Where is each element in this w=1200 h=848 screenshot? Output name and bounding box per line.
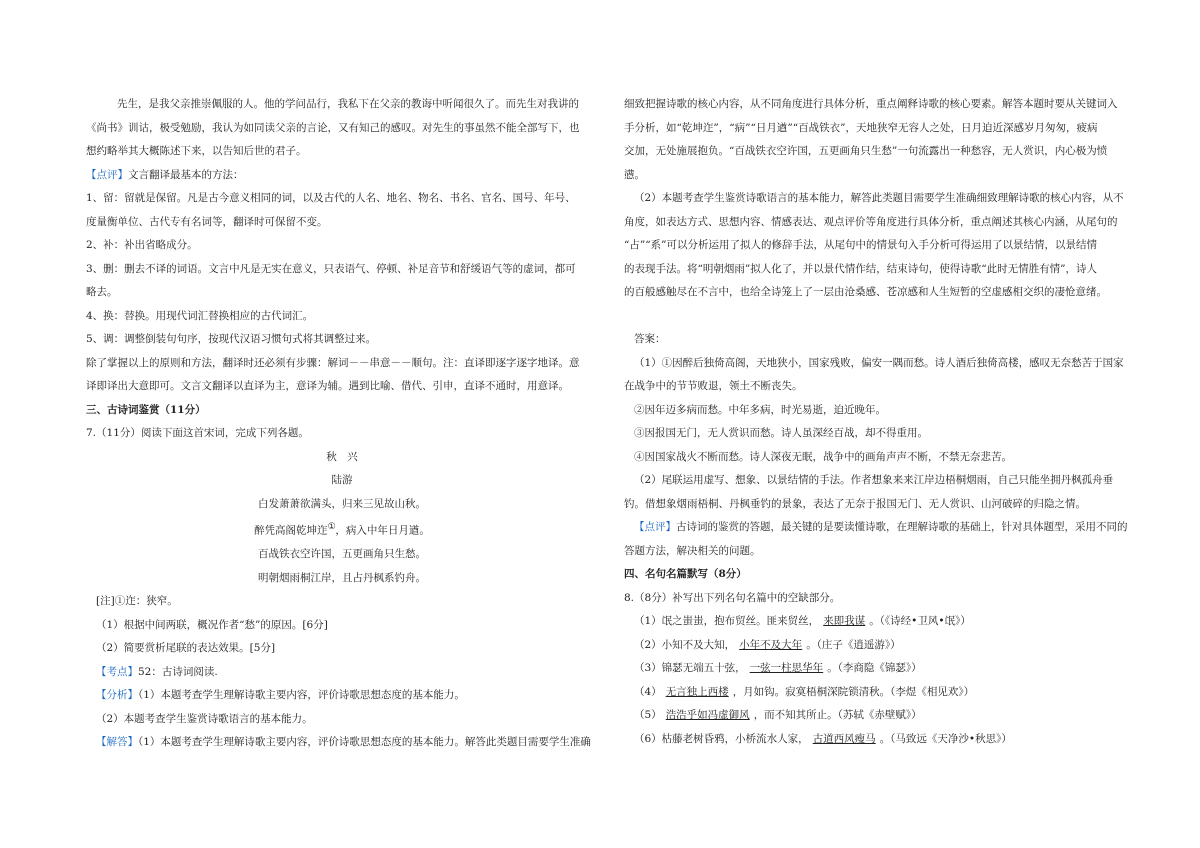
poem-line: 百战铁衣空许国，五更画角只生愁。	[258, 548, 426, 560]
left-column	[86, 93, 598, 755]
text-line: “占”“系”可以分析运用了拟人的修辞手法，从尾句中的情景句入手分析可得运用了以景结情，以景结情	[624, 239, 1097, 251]
section-heading: 四、名句名篇默写（8分）	[624, 568, 747, 580]
fill-post: ，而不知其所止。（苏轼《赤壁赋》）	[753, 709, 922, 721]
fill-line	[624, 728, 1136, 752]
dianping-line	[624, 516, 1136, 540]
footnote: [注]①迮：狭窄。	[96, 595, 178, 607]
text-line: 想约略举其大概陈述下来，以告知后世的君子。	[86, 145, 307, 157]
answer-line: （1）①因醉后独倚高阁，天地狭小，国家残败，偏安一隅而愁。诗人酒后独倚高楼，感叹无奈愁苦于国家	[634, 356, 1124, 369]
text-line: 《尚书》训诂，极受勉励，我认为如同读父亲的言论，又有知己的感叹。对先生的事虽然不能全部写下，也	[86, 121, 580, 134]
text-line: 角度，如表达方式、思想内容、情感表达、观点评价等角度进行具体分析，重点阐述其核心内涵，从尾句的	[624, 215, 1118, 228]
text-line: 的百般感触尽在不言中，也给全诗笼上了一层由沧桑感、苍凉感和人生短暂的空虚感相交织的凄怆意绪。	[624, 286, 1107, 298]
kaodian-text: 52：古诗词阅读.	[138, 665, 218, 678]
answer-line: ③因报国无门，无人赏识而愁。诗人虽深经百战，却不得重用。	[634, 427, 928, 439]
dianping-text: 文言翻译最基本的方法：	[128, 168, 244, 181]
fill-answer: 古道西风瘦马	[812, 732, 876, 745]
footnote-mark: ①	[327, 522, 336, 532]
answer-line: ④因国家战火不断而愁。诗人深夜无眠，战争中的画角声声不断，不禁无奈悲苦。	[634, 450, 1012, 463]
poem-line	[86, 516, 598, 543]
poem-line: 明朝烟雨桐江岸，且占丹枫系钓舟。	[258, 571, 426, 584]
jieda-tag: 【解答】	[96, 736, 138, 748]
poem-line: 白发萧萧欲满头，归来三见故山秋。	[258, 497, 426, 510]
text-line: 度量衡单位、古代专有名词等，翻译时可保留不变。	[86, 215, 328, 228]
right-column	[624, 93, 1136, 751]
fill-pre: （2）小知不及大知，	[634, 638, 736, 651]
poem-line-part: 醉凭高阁乾坤迮	[254, 524, 328, 537]
answer-label: 答案：	[634, 333, 666, 345]
dianping-line	[86, 164, 598, 188]
fill-answer: 浩浩乎如冯虚御风	[665, 709, 750, 721]
fill-answer: 小年不及大年	[739, 638, 803, 651]
text-line: 3、删：删去不译的词语。文言中凡是无实在意义，只表语气、停顿、补足音节和舒缓语气等的虚词，都可	[86, 262, 576, 275]
section-heading: 三、古诗词鉴赏（11分）	[86, 403, 206, 416]
fenxi-tag: 【分析】	[96, 689, 138, 701]
text-line: 懑。	[624, 168, 645, 181]
kaodian-tag: 【考点】	[96, 665, 138, 678]
text-line: 细致把握诗歌的核心内容，从不同角度进行具体分析，重点阐释诗歌的核心要素。解答本题时要从关键词入	[624, 98, 1118, 110]
fill-line	[624, 634, 1136, 658]
jieda-text: （1）本题考查学生理解诗歌主要内容，评价诗歌思想态度的基本能力。解答此类题目需要学生准确	[138, 736, 591, 748]
fill-line	[624, 657, 1136, 681]
text-line: 4、换：替换。用现代词汇替换相应的古代词汇。	[86, 309, 314, 322]
poem-line-part: ，病入中年日月遒。	[335, 524, 430, 537]
fill-post: ，月如钩。寂寞梧桐深院锁清秋。（李煜《相见欢》）	[732, 685, 975, 698]
dianping-tag: 【点评】	[86, 168, 128, 181]
answer-line: 在战争中的节节败退，领土不断丧失。	[624, 380, 803, 392]
fenxi-text: （1）本题考查学生理解诗歌主要内容，评价诗歌思想态度的基本能力。	[138, 689, 465, 701]
answer-line: （2）尾联运用虚写、想象、以景结情的手法。作者想象来来江岸边梧桐烟雨，自己只能坐拥丹枫孤舟垂	[634, 474, 1114, 486]
fenxi-line	[86, 684, 598, 708]
fill-post: 。（庄子《逍遥游》）	[806, 638, 901, 651]
text-line: 手分析，如“乾坤迮”，“病”“日月遒”“百战铁衣”，天地狭窄无容人之处，日月迫近深感岁月匆匆，疲病	[624, 121, 1098, 134]
fill-pre: （5）	[634, 709, 662, 721]
jieda-line	[86, 731, 598, 755]
text-line: 的表现手法。将“明朝烟雨”拟人化了，并以景代情作结，结束诗句，使得诗歌“此时无情胜有情”，诗人	[624, 262, 1097, 275]
fill-post: 。（李商隐《锦瑟》）	[827, 662, 922, 674]
fill-pre: （4）	[634, 685, 662, 698]
fill-line	[624, 681, 1136, 705]
poem-title: 秋 兴	[326, 450, 358, 463]
text-line: 交加，无处施展抱负。“百战铁衣空许国，五更画角只生愁”一句流露出一种愁容，无人赏识，内心极为愤	[624, 145, 1108, 157]
text-line: 译即译出大意即可。文言文翻译以直译为主，意译为辅。遇到比喻、借代、引申，直译不通时，用意译。	[86, 380, 569, 392]
fill-post: 。（《诗经•卫风•氓》）	[869, 615, 971, 627]
dianping-tag: 【点评】	[634, 521, 676, 533]
sub-question: （2）简要赏析尾联的表达效果。[5分]	[96, 642, 276, 654]
poem-author: 陆游	[331, 474, 353, 486]
fill-answer: 无言独上西楼	[665, 685, 729, 698]
fill-line	[624, 704, 1136, 728]
question-title: 7.（11分）阅读下面这首宋词，完成下列各题。	[86, 427, 309, 439]
question-title: 8.（8分）补写出下列名句名篇中的空缺部分。	[624, 591, 841, 604]
kaodian-line	[86, 661, 598, 685]
fill-answer: 一弦一柱思华年	[749, 662, 824, 674]
text-line: （2）本题考查学生鉴赏诗歌语言的基本能力，解答此类题目需要学生准确细致理解诗歌的核心内容，从不	[634, 192, 1124, 204]
sub-question: （1）根据中间两联，概况作者“愁”的原因。[6分]	[96, 618, 328, 631]
text-line: 略去。	[86, 286, 118, 298]
text-line: 2、补：补出省略成分。	[86, 239, 198, 251]
fill-line	[624, 610, 1136, 634]
fill-pre: （1）氓之蚩蚩，抱布贸丝。匪来贸丝，	[634, 615, 820, 627]
fill-pre: （3）锦瑟无端五十弦，	[634, 662, 746, 674]
fill-post: 。（马致远《天净沙•秋思》）	[879, 732, 1012, 745]
text-line: 答题方法，解决相关的问题。	[624, 544, 761, 557]
fill-answer: 来即我谋	[823, 615, 866, 627]
dianping-text: 古诗词的鉴赏的答题，最关键的是要读懂诗歌，在理解诗歌的基础上，针对具体题型，采用不同的	[676, 521, 1128, 533]
text-line: 1、留：留就是保留。凡是古今意义相同的词，以及古代的人名、地名、物名、书名、官名、国号、年号、	[86, 192, 576, 204]
text-line: 5、调：调整倒装句句序，按现代汉语习惯句式将其调整过来。	[86, 333, 377, 345]
fill-pre: （6）枯藤老树昏鸦，小桥流水人家，	[634, 732, 809, 745]
answer-line: ②因年迈多病而愁。中年多病，时光易逝，迫近晚年。	[634, 403, 886, 416]
text-line: 先生，是我父亲推崇佩服的人。他的学问品行，我私下在父亲的教诲中听闻很久了。而先生对我讲的	[117, 98, 579, 110]
text-line: 除了掌握以上的原则和方法，翻译时还必须有步骤：解词－－串意－－顺句。注：直译即逐字逐字地译。意	[86, 356, 580, 369]
text-line: （2）本题考查学生鉴赏诗歌语言的基本能力。	[96, 712, 313, 725]
answer-line: 钓。借想象烟雨梧桐、丹枫垂钓的景象，表达了无奈于报国无门、无人赏识、山河破碎的归隐之情。	[624, 497, 1086, 510]
